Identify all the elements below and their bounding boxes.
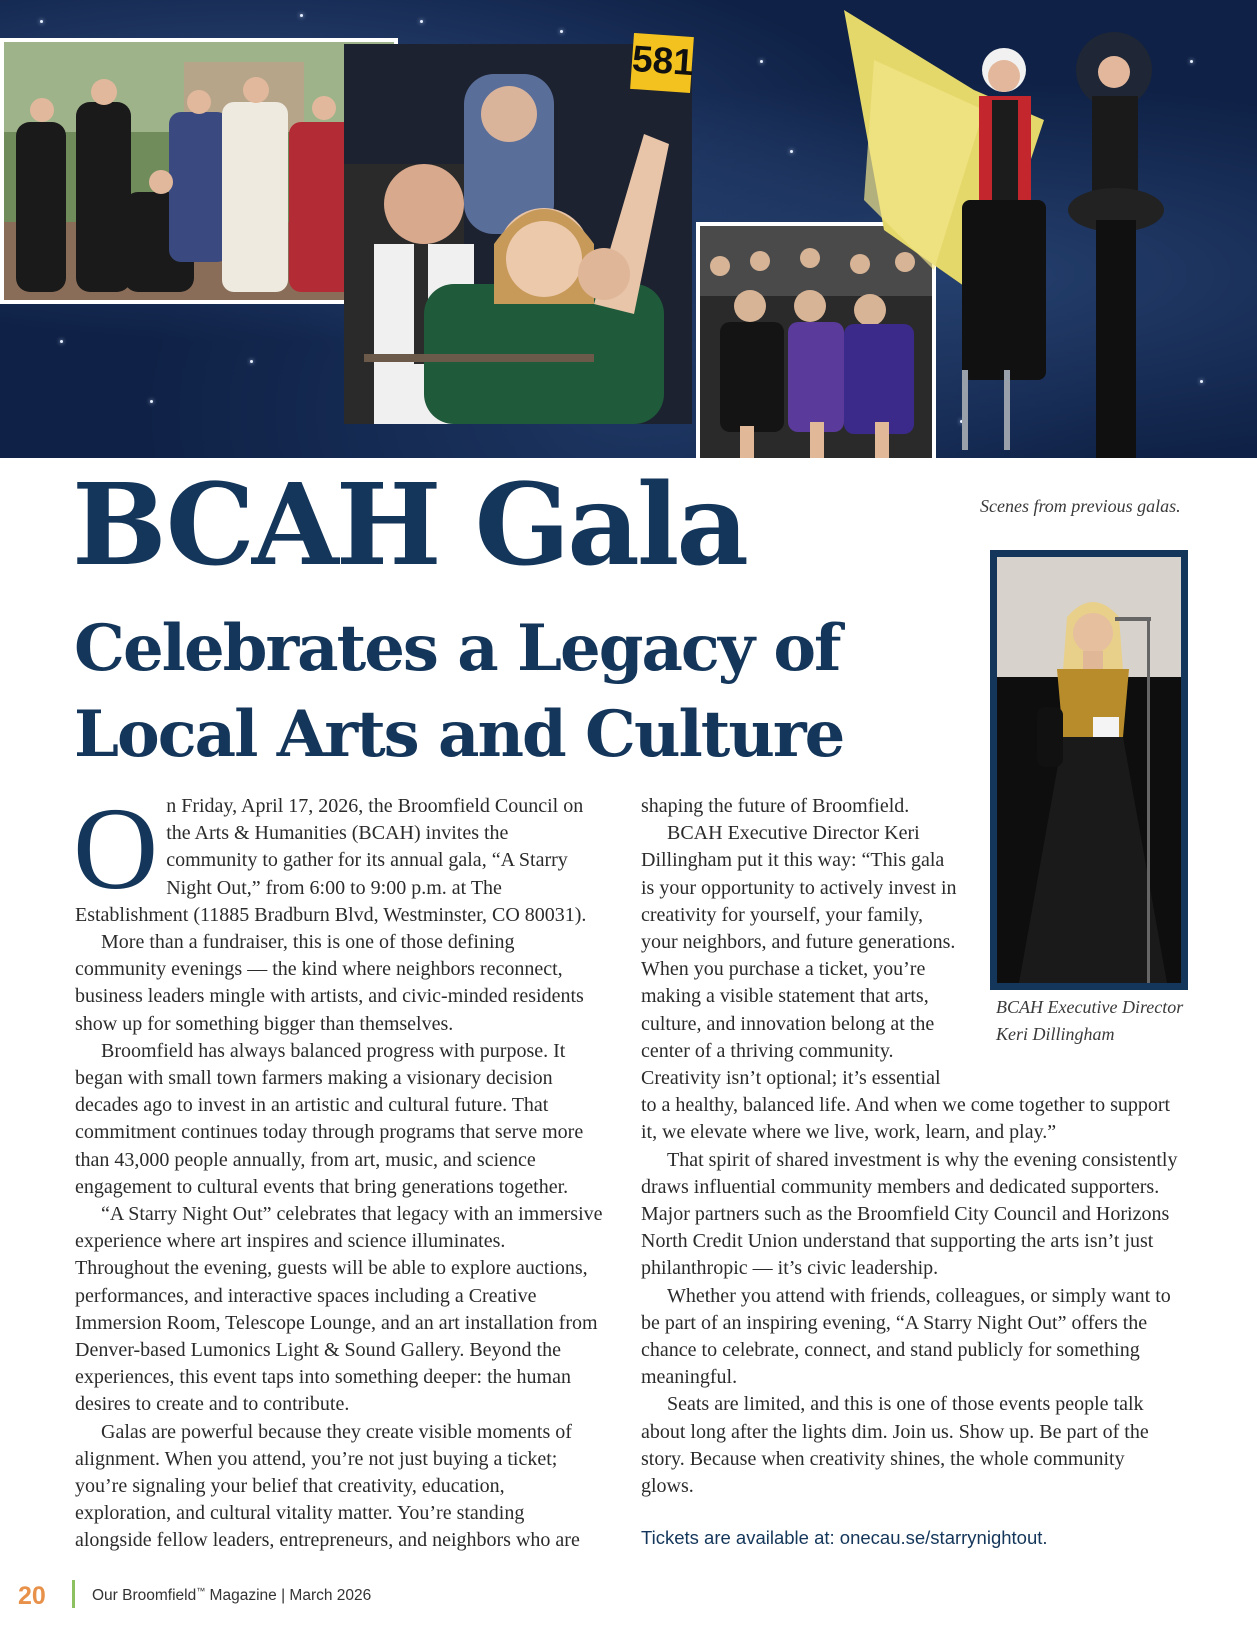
article-paragraph: Galas are powerful because they create visible moments of alignment. When you attend, you’re not just buying a ticket; you’re signaling your belief that creativity, education, exploration, and cultural vitality matter. You’re standing alongside fellow leaders, entrepreneurs, and neighbors who are: [75, 1420, 580, 1552]
paragraph-text: n Friday, April 17, 2026, the Broomfield Council on the Arts & Humanities (BCAH) invites the community to gather for its annual gala, “A Starry Night Out,” from 6:00 to 9:00 p.m. at The Establishment (11885 Bradburn Blvd, Westminster, CO 80031).: [75, 795, 587, 926]
footer-separator: |: [281, 1587, 286, 1605]
group-photo: [0, 38, 398, 304]
auction-paddle: [630, 33, 694, 93]
article-paragraph: Seats are limited, and this is one of those events people talk about long after the lights dim. Join us. Show up. Be part of the story. Because when creativity shines, the whole community glows.: [641, 1393, 1149, 1498]
article-paragraph: [73, 783, 603, 929]
star-decoration: [40, 20, 43, 23]
auction-photo: [344, 44, 692, 424]
star-decoration: [420, 20, 423, 23]
article-subtitle: Celebrates a Legacy of Local Arts and Culture: [74, 611, 844, 772]
publication-name: Our Broomfield: [92, 1587, 197, 1605]
star-decoration: [760, 60, 763, 63]
star-decoration: [560, 30, 563, 33]
star-decoration: [300, 14, 303, 17]
stilt-performers-photo: [844, 0, 1210, 458]
article-column-right: [641, 793, 1181, 1551]
star-decoration: [60, 340, 63, 343]
director-caption: BCAH Executive Director Keri Dillingham: [996, 997, 1184, 1044]
article-paragraph: Broomfield has always balanced progress with purpose. It began with small town farmers making a visionary decision decades ago to invest in an artistic and cultural future. That commitment continues today through programs that serve more than 43,000 people annually, from art, music, and science engagement to cultural events that bring generations together.: [75, 1039, 584, 1198]
article-paragraph: to a healthy, balanced life. And when we come together to support it, we elevate where we live, work, learn, and play.”: [641, 1094, 1171, 1144]
article-column-left: [73, 783, 603, 1555]
star-decoration: [250, 360, 253, 363]
publication-suffix: Magazine: [209, 1587, 277, 1605]
star-decoration: [790, 150, 793, 153]
paddle-number: 581: [630, 37, 696, 84]
star-decoration: [150, 400, 153, 403]
article-paragraph: Whether you attend with friends, colleagues, or simply want to be part of an inspiring evening, “A Starry Night Out” offers the chance to celebrate, connect, and stand publicly for something meaningful.: [641, 1284, 1171, 1389]
article-paragraph: “A Starry Night Out” celebrates that legacy with an immersive experience where art inspires and science illuminates. Throughout the evening, guests will be able to explore auctions, performances, and interactive spaces including a Creative Immersion Room, Telescope Lounge, and an art installation from Denver-based Lumonics Light & Sound Gallery. Beyond the experiences, this event taps into something deeper: the human desires to create and to contribute.: [75, 1203, 603, 1416]
article-paragraph: That spirit of shared investment is why the evening consistently draws influential community members and dedicated supporters. Major partners such as the Broomfield City Council and Horizons North Credit Union understand that supporting the arts isn’t just philanthropic — it’s civic leadership.: [641, 1148, 1178, 1280]
trademark-symbol: ™: [196, 1586, 206, 1596]
header-collage: [0, 0, 1257, 458]
gala-scenes-caption: Scenes from previous galas.: [980, 496, 1181, 516]
article-title: BCAH Gala: [72, 460, 746, 591]
article-paragraph: BCAH Executive Director Keri Dillingham put it this way: “This gala is your opportunity to actively invest in creativity for yourself, your family, your neighbors, and future generations. When you purchase a ticket, you’re making a visible statement that arts, culture, and innovation belong at the center of a thriving community. Creativity isn’t optional; it’s essential: [641, 822, 957, 1090]
issue-date: March 2026: [289, 1587, 372, 1605]
article-paragraph: More than a fundraiser, this is one of those defining community evenings — the kind where neighbors reconnect, business leaders mingle with artists, and civic-minded residents show up for something bigger than themselves.: [75, 931, 584, 1035]
tickets-link[interactable]: Tickets are available at: onecau.se/starrynightout.: [641, 1527, 1048, 1549]
page-number: 20: [18, 1582, 46, 1610]
article-paragraph: shaping the future of Broomfield.: [641, 795, 910, 817]
drop-cap: O: [73, 783, 159, 914]
footer-divider: [72, 1580, 75, 1608]
footer-publication: [92, 1586, 371, 1605]
